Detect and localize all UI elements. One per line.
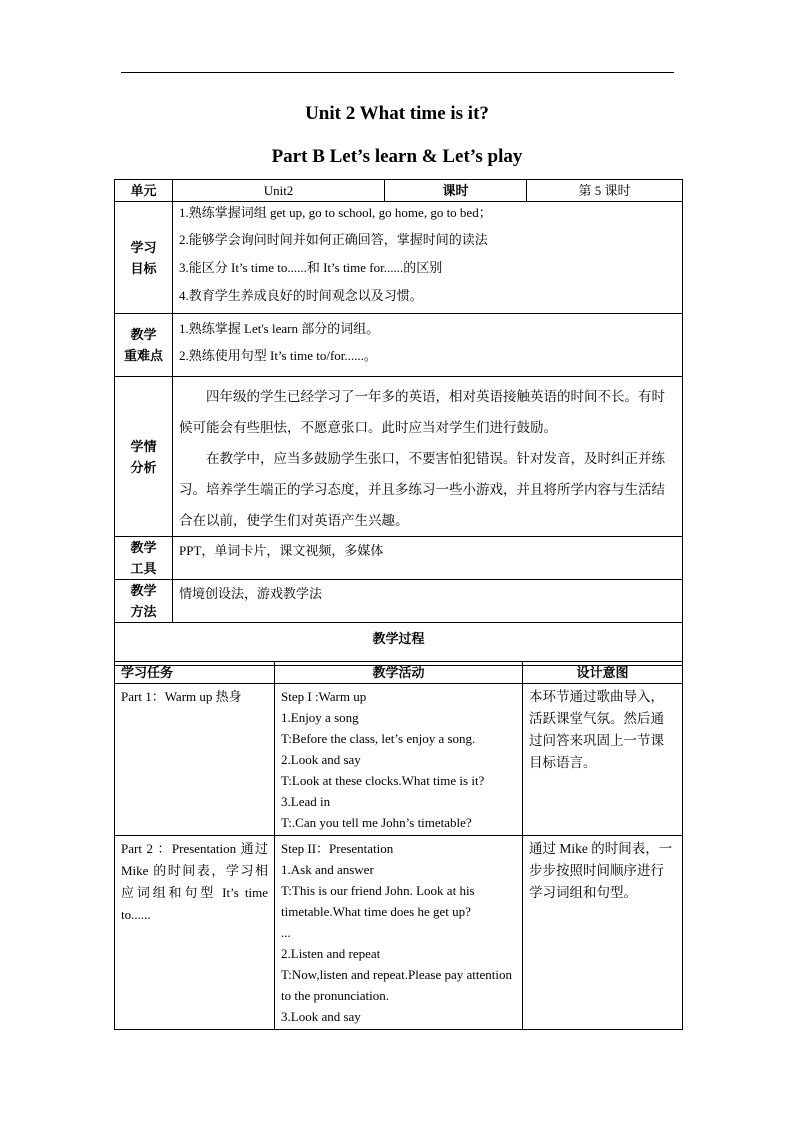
- activity-line: ...: [281, 925, 291, 940]
- key-point-item: 1.熟练掌握 Let's learn 部分的词组。: [179, 321, 380, 336]
- activity-line: 2.Listen and repeat: [281, 946, 381, 961]
- activity-line: 1.Enjoy a song: [281, 710, 359, 725]
- process-title: 教学过程: [115, 623, 683, 666]
- activity-line: 2.Look and say: [281, 752, 361, 767]
- analysis-paragraph: 四年级的学生已经学习了一年多的英语，相对英语接触英语的时间不长。有时候可能会有些胆怯，不愿意张口。此时应当对学生们进行鼓励。: [179, 389, 665, 435]
- objective-item: 4.教育学生养成良好的时间观念以及习惯。: [179, 288, 423, 303]
- analysis-label: 学情 分析: [115, 377, 173, 537]
- methods-row: [115, 580, 683, 623]
- column-header-intent: 设计意图: [523, 662, 683, 684]
- objectives-row: [115, 202, 683, 314]
- page-title: Unit 2 What time is it?: [305, 103, 489, 124]
- objectives-content: [173, 202, 683, 314]
- info-row: [115, 180, 683, 202]
- activity-line: T:This is our friend John. Look at his timetable.What time does he get up?: [281, 883, 475, 919]
- process-row: [115, 836, 683, 1030]
- intent-cell: 通过 Mike 的时间表，一步步按照时间顺序进行学习词组和句型。: [523, 836, 683, 1030]
- process-row: [115, 684, 683, 836]
- objective-item: 2.能够学会询问时间并如何正确回答，掌握时间的读法: [179, 232, 488, 247]
- activity-line: T:Now,listen and repeat.Please pay attention to the pronunciation.: [281, 967, 512, 1003]
- tools-label: 教学 工具: [115, 537, 173, 580]
- analysis-content: [173, 377, 683, 537]
- key-points-label: 教学 重难点: [115, 314, 173, 377]
- task-cell: Part 1：Warm up 热身: [115, 684, 275, 836]
- activity-line: T:Before the class, let’s enjoy a song.: [281, 731, 476, 746]
- header-rule: [121, 72, 674, 73]
- key-point-item: 2.熟练使用句型 It’s time to/for......。: [179, 348, 377, 363]
- process-title-row: [115, 623, 683, 666]
- process-table: [114, 661, 683, 1030]
- unit-value: Unit2: [173, 180, 385, 202]
- activity-line: 1.Ask and answer: [281, 862, 374, 877]
- activity-line: Step II：Presentation: [281, 841, 394, 856]
- activity-line: 3.Lead in: [281, 794, 331, 809]
- unit-label: 单元: [115, 180, 173, 202]
- key-points-row: [115, 314, 683, 377]
- intent-cell: 本环节通过歌曲导入，活跃课堂气氛。然后通过问答来巩固上一节课目标语言。: [523, 684, 683, 836]
- activity-line: 3.Look and say: [281, 1009, 361, 1024]
- column-header-task: 学习任务: [115, 662, 275, 684]
- page-subtitle: Part B Let’s learn & Let’s play: [271, 146, 523, 167]
- period-label: 课时: [385, 180, 527, 202]
- activity-line: T:.Can you tell me John’s timetable?: [281, 815, 472, 830]
- column-header-activity: 教学活动: [275, 662, 523, 684]
- analysis-paragraph: 在教学中，应当多鼓励学生张口，不要害怕犯错误。针对发音，及时纠正并练习。培养学生端正的学习态度，并且多练习一些小游戏，并且将所学内容与生活结合在以前，使学生们对英语产生兴趣。: [179, 451, 665, 528]
- period-value: 第 5 课时: [527, 180, 683, 202]
- activity-line: T:Look at these clocks.What time is it?: [281, 773, 485, 788]
- methods-value: 情境创设法，游戏教学法: [173, 580, 683, 623]
- methods-label: 教学 方法: [115, 580, 173, 623]
- analysis-row: [115, 377, 683, 537]
- activity-line: Step I :Warm up: [281, 689, 367, 704]
- tools-value: PPT，单词卡片，课文视频，多媒体: [173, 537, 683, 580]
- tools-row: [115, 537, 683, 580]
- objective-item: 1.熟练掌握词组 get up, go to school, go home, go to bed；: [179, 205, 492, 220]
- activity-cell: [275, 684, 523, 836]
- process-header-row: [115, 662, 683, 684]
- lesson-info-table: [114, 179, 683, 666]
- key-points-content: [173, 314, 683, 377]
- objectives-label: 学习 目标: [115, 202, 173, 314]
- objective-item: 3.能区分 It’s time to......和 It’s time for......的区别: [179, 260, 443, 275]
- activity-cell: [275, 836, 523, 1030]
- task-cell: Part 2 ：Presentation 通过 Mike 的时间表，学习相应词组和句型 It’s time to......: [115, 836, 275, 1030]
